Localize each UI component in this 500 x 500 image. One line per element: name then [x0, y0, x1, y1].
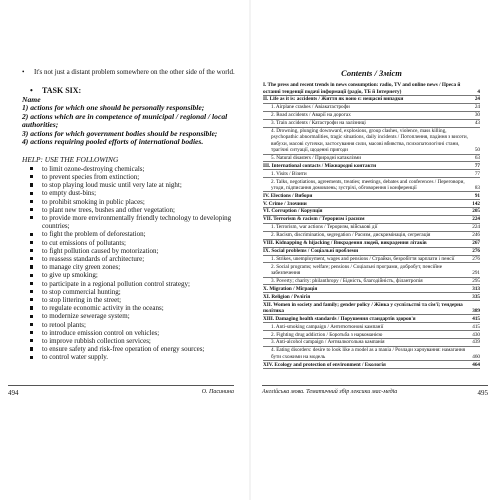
toc-entry-page: 30	[474, 112, 480, 119]
toc-entry	[263, 224, 480, 232]
toc-entry-page: 50	[474, 146, 480, 153]
toc-entry	[263, 301, 480, 315]
toc-entry-page: 430	[472, 331, 480, 338]
toc-entry-text: 2. Racism, discrimination, segregation / Расизм, дискримінація, сегрегація	[271, 232, 431, 239]
help-item: to cut emissions of pollutants;	[22, 239, 235, 247]
toc-entry-page: 77	[474, 170, 480, 177]
help-item: to limit ozone-destroying chemicals;	[22, 165, 235, 173]
toc-entry	[263, 120, 480, 128]
task-name-line: 2) actions which are in competence of municipal / regional / local authorities;	[22, 111, 228, 130]
toc-entry	[263, 248, 480, 256]
toc-entry-text: VII. Terrorism & racism / Тероризм і расизм	[263, 216, 365, 223]
toc-entry-page: 460	[472, 353, 480, 360]
toc-entry-page: 276	[472, 255, 480, 262]
toc-entry-page: 205	[472, 208, 480, 215]
running-footer-author: О. Пасинина	[201, 389, 234, 395]
toc-entry-text: 1. Anti-smoking campaign / Антитютюнові кампанії	[271, 323, 384, 330]
help-item: to control water supply.	[22, 353, 235, 361]
toc-list	[263, 82, 480, 369]
toc-entry	[263, 82, 480, 96]
toc-entry-page: 291	[472, 270, 480, 276]
help-item: to regulate economic activity in the oceans;	[22, 304, 235, 312]
toc-entry-text: 2. Social programs; welfare; pensions / Соціальні програми, добробут, пенсійне забезпечення	[271, 263, 443, 276]
toc-entry	[263, 216, 480, 224]
toc-entry-text: 1. Visits / Візити	[271, 170, 307, 177]
toc-entry-text: II. Life as it is: accidents / Життя як воно є: нещасні випадки	[263, 96, 404, 103]
help-item: to stop playing loud music until very late at night;	[22, 181, 235, 189]
running-footer-series: Англійська мова. Тематичний збір лексики мас-медіа	[262, 389, 398, 395]
toc-entry-page: 224	[472, 216, 480, 223]
right-page	[251, 0, 500, 500]
toc-entry-text: 3. Anti-alcohol campaign / Антиалкогольна кампанія	[271, 339, 385, 346]
toc-entry	[263, 232, 480, 240]
toc-entry-page: 335	[472, 293, 480, 300]
toc-entry-text: 2. Fighting drug addiction / Боротьба з наркоманією	[271, 331, 383, 338]
intro-bullet: • It's not just a distant problem somewhere on the other side of the world.	[22, 68, 235, 76]
toc-entry-page: 389	[472, 307, 480, 314]
toc-entry-text: 5. Natural disasters / Природні катаклізми	[271, 154, 362, 161]
toc-entry	[263, 192, 480, 200]
toc-entry	[263, 323, 480, 331]
toc-entry-text: 1. Airplane crashes / Авіакатастрофи	[271, 104, 350, 111]
toc-entry-page: 4	[477, 88, 480, 95]
help-item: to prohibit smoking in public places;	[22, 198, 235, 206]
toc-entry-page: 91	[474, 192, 480, 199]
toc-entry-text: XIII. Damaging health standards / Порушення стандартів здоров'я	[263, 315, 416, 322]
left-footer	[8, 385, 234, 397]
toc-entry-text: 3. Poverty; charity: philanthropy / Бідність, благодійність, філантропія	[271, 277, 423, 284]
toc-entry-page: 24	[474, 104, 480, 111]
task-name-line: 1) actions for which one should be personally responsible;	[22, 103, 205, 113]
toc-entry-text: XI. Religion / Релігія	[263, 293, 311, 300]
toc-entry-page: 224	[472, 224, 480, 231]
help-item: to stop littering in the street;	[22, 296, 235, 304]
toc-entry	[263, 162, 480, 170]
help-item: to improve rubbish collection services;	[22, 337, 235, 345]
page-number: 494	[8, 389, 19, 397]
toc-entry	[263, 315, 480, 323]
help-item: to prevent species from extinction;	[22, 173, 235, 181]
toc-entry	[263, 263, 480, 277]
toc-entry-text: V. Crime / Злочини	[263, 200, 307, 207]
help-item: to stop commercial hunting;	[22, 288, 235, 296]
task-name-line: Name	[22, 94, 41, 104]
toc-entry-text: VIII. Kidnapping & hijacking / Викрадення людей, викрадення літаків	[263, 240, 427, 247]
toc-entry	[263, 293, 480, 301]
toc-entry-text: III. International contacts / Міжнародні контакти	[263, 162, 377, 169]
toc-entry-text: X. Migration / Міграція	[263, 285, 318, 292]
toc-entry-page: 439	[472, 339, 480, 346]
toc-entry	[263, 278, 480, 286]
help-item: to retool plants;	[22, 321, 235, 329]
toc-entry-page: 77	[474, 162, 480, 169]
toc-entry-page: 295	[472, 277, 480, 284]
toc-entry-text: XIV. Ecology and protection of environment / Екологія	[263, 361, 386, 368]
toc-entry	[263, 208, 480, 216]
toc-entry-text: XII. Women in society and family; gender policy / Жінка у суспільстві та сім'ї; тендерна політика	[263, 301, 463, 314]
toc-entry-page: 267	[472, 240, 480, 247]
toc-title: Contents / Зміст	[341, 68, 402, 78]
toc-entry-page: 313	[472, 285, 480, 292]
toc-entry-page: 63	[474, 154, 480, 161]
toc-entry-page: 43	[474, 120, 480, 127]
help-item: to participate in a regional pollution control strategy;	[22, 280, 235, 288]
toc-entry	[263, 339, 480, 347]
help-item: to give up smoking;	[22, 271, 235, 279]
toc-entry	[263, 331, 480, 339]
toc-entry	[263, 178, 480, 192]
task-name-line: 3) actions for which government bodies should be responsible;	[22, 128, 218, 138]
right-footer	[262, 385, 488, 397]
toc-entry-page: 415	[472, 315, 480, 322]
toc-entry-page: 24	[474, 96, 480, 103]
toc-entry-text: IV. Elections / Вибори	[263, 192, 313, 199]
toc-entry-text: 2. Road accidents / Аварії на дорогах	[271, 112, 351, 119]
toc-entry-text: 4. Eating disorders: desire to look like a model as a mania / Розлади харчування: намагання бути схожими на модель	[271, 347, 466, 360]
task-name-line: 4) actions requiring pooled efforts of international bodies.	[22, 136, 204, 146]
toc-entry	[263, 96, 480, 104]
help-item: to fight pollution caused by motorization;	[22, 247, 235, 255]
help-list	[22, 165, 235, 362]
toc-entry	[263, 361, 480, 369]
toc-entry	[263, 112, 480, 120]
toc-entry-text: 4. Drowning, plunging downward, explosions, group clashes, violence, mass killing, psychopathic abnormalities, tragic situations, daily incidents / Потоплення, падіння з висоти, вибухи, масові сутички, застосування сили, масові вбивства, психопатологічні стани, трагічні ситуації, щоденні пригоди	[271, 128, 468, 153]
toc-entry	[263, 256, 480, 264]
help-item: to modernize sewerage system;	[22, 312, 235, 320]
toc-entry-text: IX. Social problems / Соціальні проблеми	[263, 247, 359, 254]
toc-entry	[263, 155, 480, 163]
toc-entry-text: 2. Talks, negotiations, agreements, treaties; meetings, debates and conferences / Переговори, угоди, підписання домовлень; зустрічі, обговорення і конференції	[271, 178, 465, 191]
task-heading: • TASK SIX:	[22, 86, 235, 96]
left-page	[0, 0, 249, 500]
toc-entry-page: 83	[474, 184, 480, 191]
toc-entry	[263, 285, 480, 293]
toc-entry-text: I. The press and recent trends in news consumption: radio, TV and online news / Преса й останні тенденції подачі інформації (радіо, ТБ й Інтернету)	[263, 82, 461, 95]
toc-entry	[263, 170, 480, 178]
toc-entry	[263, 347, 480, 361]
toc-entry-page: 276	[472, 247, 480, 254]
toc-entry-text: 3. Train accidents / Катастрофи на залізниці	[271, 120, 366, 127]
help-item: to reassess standards of architecture;	[22, 255, 235, 263]
task-name-block	[22, 96, 235, 146]
toc-entry	[263, 200, 480, 208]
help-item: to ensure safety and risk-free operation of energy sources;	[22, 345, 235, 353]
toc-entry	[263, 240, 480, 248]
toc-entry-page: 246	[472, 232, 480, 239]
help-item: to empty dust-bins;	[22, 189, 235, 197]
toc-entry	[263, 104, 480, 112]
help-item: to plant new trees, bushes and other vegetation;	[22, 206, 235, 214]
toc-entry-page: 142	[472, 200, 480, 207]
toc-entry-page: 464	[472, 361, 480, 368]
help-item: to manage city green zones;	[22, 263, 235, 271]
page-number: 495	[477, 389, 488, 397]
toc-entry-text: 1. Terrorism, war actions / Тероризм, військові дії	[271, 224, 378, 231]
toc-entry-text: 1. Strikes, unemployment, wages and pensions / Страйки, безробіття зарплати і пенсії	[271, 255, 455, 262]
help-item: to introduce emission control on vehicles;	[22, 329, 235, 337]
help-item: to provide more environmentally friendly technology to developing countries;	[22, 214, 235, 230]
toc-entry	[263, 128, 480, 155]
toc-entry-text: VI. Corruption / Корупція	[263, 208, 323, 215]
toc-entry-page: 415	[472, 323, 480, 330]
help-heading: HELP: USE THE FOLLOWING	[22, 155, 119, 165]
help-item: to fight the problem of deforestation;	[22, 230, 235, 238]
